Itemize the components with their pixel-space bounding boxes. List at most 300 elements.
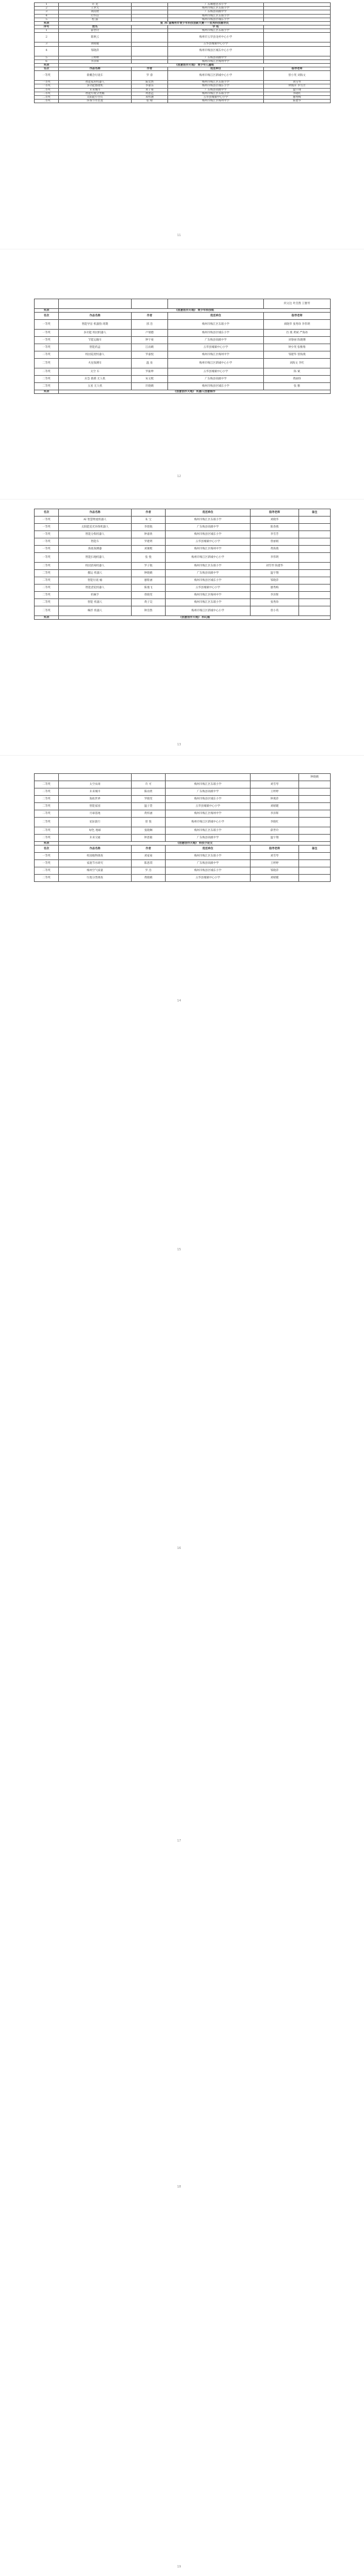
table-cell: 选送单位 <box>168 313 264 320</box>
table-row <box>35 71 331 81</box>
table-cell: 朱 宝 <box>132 517 166 524</box>
table-cell: 邹晓萍 <box>59 46 132 56</box>
table-cell: 节能运输车 <box>59 337 132 344</box>
category-title: 《创意创作天地》 科幻画 <box>59 616 331 620</box>
table-cell: 作者 <box>132 509 166 517</box>
table-row <box>35 538 331 546</box>
table-cell: 作者 <box>132 313 168 320</box>
table-cell: 廖秀梅 <box>251 585 299 592</box>
table-cell: 二等奖 <box>35 577 59 585</box>
table-cell: 二等奖 <box>35 92 59 95</box>
table-cell: 广东梅县高级中学 <box>166 570 251 577</box>
table-cell: 新概念垃圾车 <box>59 71 132 81</box>
table-cell: 刘晴暖 <box>59 42 132 46</box>
table-cell: 陈秋云 <box>59 33 132 42</box>
table-cell: 江雨晴 <box>132 344 168 351</box>
table-cell: 廖紫涵 <box>132 577 166 585</box>
table-row <box>35 867 331 875</box>
table-cell: 名次 <box>35 846 59 853</box>
table-cell: 刘俊熙 <box>132 546 166 553</box>
table-cell: 钟燕萍 李雪芳 <box>264 84 331 88</box>
table-cell: 多功能擦窗机 <box>59 84 132 88</box>
table-cell <box>299 781 331 788</box>
table-cell: 五星 无人机 <box>59 383 132 390</box>
table-cell: 梅州市梅县区城东小学 <box>168 330 264 337</box>
table-cell: 梅州市梅江区梅州中学 <box>168 351 264 359</box>
table-cell <box>132 33 168 42</box>
table-cell: 广东梅县高级中学 <box>166 788 251 796</box>
table-cell: 环保节水装置 <box>59 100 132 103</box>
table-cell: AI 智慧物流机器人 <box>59 517 132 524</box>
table-cell: 二等奖 <box>35 875 59 882</box>
table-cell: 李泽辉 <box>251 810 299 818</box>
table-row <box>35 299 331 309</box>
table-cell: 温宇翔 <box>251 835 299 842</box>
table-cell: 梅州市梅县区城东中心小学 <box>168 46 264 56</box>
table-cell: 陈思琪 <box>132 860 166 867</box>
table-cell: 作品名称 <box>59 313 132 320</box>
table-cell: 未来城市 <box>59 788 132 796</box>
table-cell: 智能家园 <box>59 803 132 810</box>
table-cell: 一等奖 <box>35 84 59 88</box>
table-cell: 张晓琳 <box>132 827 166 835</box>
table-cell: 曾小英 <box>251 606 299 616</box>
table-header-row <box>35 846 331 853</box>
table-cell: 垃圾分类调查 <box>59 875 132 882</box>
table-row <box>35 563 331 570</box>
table-row <box>35 100 331 103</box>
page-number: 12 <box>177 475 181 478</box>
table-cell: 二等奖 <box>35 827 59 835</box>
table-cell: 二等奖 <box>35 592 59 599</box>
table-row <box>35 818 331 827</box>
table-row <box>35 46 331 56</box>
table-cell: 指导老师 <box>264 313 331 320</box>
table-cell: 备注 <box>299 846 331 853</box>
table-cell: 张秀珍 <box>251 599 299 606</box>
table-cell <box>264 33 331 42</box>
table-cell: 五华县城镇中心小学 <box>168 42 264 46</box>
table-cell: 机械手 <box>59 592 132 599</box>
table-cell: 智能导盲 机器狗 周期 <box>59 320 132 330</box>
table-cell: 名次 <box>35 67 59 71</box>
category-title: 《创意创作天地》 机器人创意制作 <box>59 390 331 394</box>
table-cell: 李晓红 <box>251 818 299 827</box>
table-cell: 广东梅县高级中学 <box>166 860 251 867</box>
table-cell: 梅州市梅县区城东小学 <box>166 796 251 803</box>
table-cell <box>35 299 59 309</box>
table-cell: 五华县城镇中心小学 <box>166 585 251 592</box>
table-cell: 姓名 <box>59 25 132 29</box>
category-label: 奖项 <box>35 309 59 313</box>
table-row <box>35 344 331 351</box>
table-cell: 肖 燕 黄斌 严海冰 <box>264 330 331 337</box>
table-row <box>35 599 331 606</box>
table-cell: 备注 <box>299 509 331 517</box>
table-header-row <box>35 509 331 517</box>
table-cell: 黄海燕 <box>251 546 299 553</box>
table-cell: 梅州空气质量 <box>59 867 132 875</box>
category-label: 奖项 <box>35 63 59 67</box>
table-cell: 智能扫地机器人 <box>59 553 132 563</box>
table-cell: 曾晓雯 <box>132 592 166 599</box>
table-cell: 梅州市梅江区东联小学 <box>166 563 251 570</box>
table-cell: 梅州市梅县区城东小学 <box>168 18 264 21</box>
table-cell: 刘海文 李红 <box>264 359 331 368</box>
table-cell: 罗振坤 <box>132 368 168 376</box>
table-cell: 二等奖 <box>35 818 59 827</box>
table-cell: 一等奖 <box>35 546 59 553</box>
table-cell: 李雪芳 <box>251 531 299 538</box>
category-label: 奖项 <box>35 616 59 620</box>
table-cell <box>299 524 331 531</box>
table-cell: 五华县城镇中心小学 <box>166 803 251 810</box>
table-cell: 梅州市梅县区城东小学 <box>168 84 264 88</box>
table-cell: 梅州市梅江区梅州中学 <box>166 546 251 553</box>
table-header-row <box>35 313 331 320</box>
award-table <box>34 773 331 882</box>
table-row <box>35 835 331 842</box>
table-cell: 二等奖 <box>35 803 59 810</box>
table-cell: 黄思远 <box>132 92 168 95</box>
category-title: 《创意创作天地》 青少年儿童组 <box>59 63 331 67</box>
table-cell: 火星探测车 <box>59 359 132 368</box>
table-cell: 一等奖 <box>35 553 59 563</box>
table-cell: 4 <box>35 46 59 56</box>
table-cell <box>299 531 331 538</box>
table-cell: 郭 浩 <box>132 320 168 330</box>
table-cell <box>299 788 331 796</box>
table-cell <box>299 517 331 524</box>
table-cell <box>299 563 331 570</box>
table-cell: 绿色 地球 <box>59 827 132 835</box>
table-cell: 张 悦 <box>132 553 166 563</box>
table-cell: 二等奖 <box>35 351 59 359</box>
page-number: 11 <box>177 234 181 237</box>
table-cell: 曾小英 刘海文 <box>264 71 331 81</box>
table-cell: 温宇翔 <box>264 88 331 92</box>
table-row <box>35 376 331 383</box>
table-cell: 薛世玲 <box>251 827 299 835</box>
table-cell <box>299 860 331 867</box>
table-cell: 智能 机器人 <box>59 599 132 606</box>
table-cell: 梅州市梅江区东联小学 <box>168 29 264 33</box>
page-number: 13 <box>177 743 181 747</box>
table-row <box>35 546 331 553</box>
table-cell: 梅州市梅县区城东小学 <box>168 383 264 390</box>
table-cell: 陈雨欣 <box>132 788 166 796</box>
table-cell <box>299 875 331 882</box>
table-cell: 黄梓涵 <box>132 810 166 818</box>
table-cell: 李泽辉 <box>59 59 132 63</box>
table-cell: 二等奖 <box>35 100 59 103</box>
table-cell: 月球基地 <box>59 810 132 818</box>
table-cell: 应急 救援 无人机 <box>59 376 132 383</box>
table-row <box>35 860 331 867</box>
table-cell: 罗 浩 <box>132 867 166 875</box>
page-number: 15 <box>177 1248 181 1252</box>
table-cell: 五华县城镇中心小学 <box>166 875 251 882</box>
table-row <box>35 781 331 788</box>
table-cell: 智能药盒 <box>59 344 132 351</box>
table-cell <box>59 774 132 781</box>
table-cell: 陈奕然 <box>132 81 168 84</box>
table-cell <box>299 827 331 835</box>
table-cell: 二等奖 <box>35 88 59 92</box>
table-cell: 梅州市梅江区新城中心小学 <box>168 359 264 368</box>
table-cell: 作者 <box>132 846 166 853</box>
table-cell: 刘雪琴 <box>251 781 299 788</box>
table-cell: 选送单位 <box>166 509 251 517</box>
table-cell: 二等奖 <box>35 570 59 577</box>
table-cell <box>299 796 331 803</box>
table-cell: 刘雪琴 <box>264 81 331 84</box>
table-cell: 梅州市梅江区新城中心小学 <box>168 71 264 81</box>
table-cell: 黄丽珍 <box>264 376 331 383</box>
table-cell: 作品名称 <box>59 846 132 853</box>
table-cell: 梅州市梅江区东联小学 <box>168 14 264 18</box>
table-cell: 二等奖 <box>35 383 59 390</box>
table-cell <box>132 299 168 309</box>
table-row <box>35 570 331 577</box>
table-cell: 刘雨欣 <box>59 10 132 14</box>
award-table <box>34 2 331 103</box>
table-cell: 钟燕萍 <box>251 796 299 803</box>
table-cell: 一等奖 <box>35 337 59 344</box>
table-row <box>35 531 331 538</box>
table-cell: 曾丽娟 <box>251 538 299 546</box>
table-cell: 王婷婷 <box>59 56 132 59</box>
table-cell: 李煜航 <box>132 524 166 531</box>
table-cell: 卢瑞德 <box>132 330 168 337</box>
table-cell: 未来交通 <box>59 835 132 842</box>
table-cell: 二等奖 <box>35 606 59 616</box>
table-cell: 一等奖 <box>35 330 59 337</box>
table-cell: 3 <box>35 42 59 46</box>
table-cell <box>299 835 331 842</box>
document-page <box>0 0 364 249</box>
category-title: 第 36 届梅州市青少年科技创新大赛——优秀科技辅导员 <box>59 21 331 25</box>
table-cell: 二等奖 <box>35 867 59 875</box>
table-cell <box>35 774 59 781</box>
table-row <box>35 875 331 882</box>
table-row <box>35 320 331 330</box>
table-cell: 王世元 <box>59 7 132 10</box>
table-cell: 二等奖 <box>35 563 59 570</box>
table-row <box>35 330 331 337</box>
table-cell: 二等奖 <box>35 781 59 788</box>
table-cell: 罗建明 <box>132 538 166 546</box>
table-cell: 许 可 <box>132 781 166 788</box>
table-cell: 刘子豪 <box>132 88 168 92</box>
table-cell: 二等奖 <box>35 376 59 383</box>
table-cell: 陈建华 <box>264 100 331 103</box>
table-cell <box>168 299 264 309</box>
table-cell: 1 <box>35 29 59 33</box>
table-cell <box>299 818 331 827</box>
award-table <box>34 509 331 620</box>
category-title: 《创意创作天地》 青少年科技组 <box>59 309 331 313</box>
table-cell: 五华县城镇中心小学 <box>168 95 264 99</box>
table-cell: 广东梅县高级中学 <box>168 10 264 14</box>
table-cell: 星际旅行 <box>59 818 132 827</box>
page-number: 16 <box>177 1547 181 1550</box>
table-cell: 智能车 <box>59 538 132 546</box>
table-cell: 广东梅县高级中学 <box>168 337 264 344</box>
table-cell: 家庭节水研究 <box>59 860 132 867</box>
table-cell: 一等奖 <box>35 517 59 524</box>
table-cell: 梅州市梅江区梅州中学 <box>166 592 251 599</box>
table-cell: 太阳能追光环保机器人 <box>59 524 132 531</box>
table-row <box>35 592 331 599</box>
table-row <box>35 803 331 810</box>
page-number: 17 <box>177 1839 181 1843</box>
table-cell: 广东梅县高级中学 <box>168 56 264 59</box>
table-cell: 梅州市梅江区东联小学 <box>168 320 264 330</box>
table-cell: 二等奖 <box>35 95 59 99</box>
table-cell: 一等奖 <box>35 344 59 351</box>
table-cell: 智能浇花机器人 <box>59 585 132 592</box>
table-cell: 五华县城镇中心小学 <box>166 538 251 546</box>
category-label: 奖项 <box>35 842 59 846</box>
table-cell: 钟宇豪 <box>132 337 168 344</box>
table-cell: 序号 <box>35 25 59 29</box>
award-table <box>34 299 331 394</box>
table-cell: 张 晴 <box>132 100 168 103</box>
table-cell: 智能垃圾分类桶 <box>59 92 132 95</box>
table-cell: 王婷婷 <box>251 788 299 796</box>
table-cell: 李晓红 <box>264 92 331 95</box>
table-cell: 指导老师 <box>264 67 331 71</box>
table-cell <box>59 299 132 309</box>
table-cell: 二等奖 <box>35 585 59 592</box>
table-cell: 李泽辉 <box>251 592 299 599</box>
table-cell: 一等奖 <box>35 860 59 867</box>
table-row <box>35 827 331 835</box>
table-row <box>35 383 331 390</box>
table-cell: 海底探测器 <box>59 546 132 553</box>
table-row <box>35 33 331 42</box>
table-cell: 陈 斌 <box>264 368 331 376</box>
table-cell: 邹晓萍 <box>251 577 299 585</box>
document-page <box>0 250 364 499</box>
table-cell <box>299 570 331 577</box>
table-cell: 温宇翔 <box>251 570 299 577</box>
table-cell: 程 露 <box>59 18 132 21</box>
table-row <box>35 606 331 616</box>
table-cell <box>132 46 168 56</box>
page-number: 19 <box>177 2565 181 2569</box>
table-cell: 太空 车 <box>59 368 132 376</box>
table-cell: 黄子昊 <box>132 599 166 606</box>
table-row <box>35 774 331 781</box>
table-cell <box>299 810 331 818</box>
table-cell: 二等奖 <box>35 368 59 376</box>
table-cell: 6 <box>35 59 59 63</box>
table-cell: 广东梅县高级中学 <box>166 835 251 842</box>
table-cell: 薛世玲 <box>59 29 132 33</box>
table-cell: 蛛形 机器人 <box>59 606 132 616</box>
table-cell: 王婷婷 <box>251 860 299 867</box>
table-cell: 智能垃圾 桶 <box>59 577 132 585</box>
table-cell: 罗 睿 <box>132 71 168 81</box>
table-cell: 作者 <box>132 67 168 71</box>
table-cell: 李嘉乐 <box>132 84 168 88</box>
table-cell: 名次 <box>35 313 59 320</box>
table-cell <box>299 577 331 585</box>
category-label: 奖项 <box>35 21 59 25</box>
table-cell: 4 <box>35 14 59 18</box>
table-cell <box>299 803 331 810</box>
award-category-row <box>35 390 331 394</box>
table-cell: 选送单位 <box>168 67 264 71</box>
table-cell: 许晓晴 <box>132 383 168 390</box>
table-row <box>35 337 331 344</box>
table-cell: 黄晓晴 <box>132 875 166 882</box>
table-cell: 一等奖 <box>35 524 59 531</box>
page-separator <box>0 755 364 756</box>
table-cell: 刘春丽 陈晓珊 <box>264 337 331 344</box>
page-separator <box>0 499 364 500</box>
table-cell <box>299 606 331 616</box>
table-cell: 一等奖 <box>35 853 59 860</box>
table-cell: 许 龙 <box>59 3 132 7</box>
table-cell: 陈逸飞 <box>132 585 166 592</box>
table-cell: 刘雪琴 陈建华 <box>251 563 299 570</box>
table-cell <box>299 553 331 563</box>
table-cell: 3 <box>35 10 59 14</box>
table-cell: 校园植物调查 <box>59 853 132 860</box>
table-row <box>35 553 331 563</box>
table-cell: 张 雅 <box>264 383 331 390</box>
table-cell: 梅州市五华县龙村中心小学 <box>168 33 264 42</box>
table-cell: 邹晓萍 <box>251 867 299 875</box>
table-cell: 钟少英 张维维 <box>264 344 331 351</box>
table-cell <box>251 774 299 781</box>
table-cell: 陈春燕 <box>251 524 299 531</box>
table-row <box>35 359 331 368</box>
table-cell: 一等奖 <box>35 320 59 330</box>
table-cell: 广东梅县高级中学 <box>168 376 264 383</box>
table-cell: 钟浩然 <box>132 606 166 616</box>
table-cell: 梅州市梅江区梅州中学 <box>166 810 251 818</box>
table-cell: 梅州市梅江区新城中心小学 <box>166 818 251 827</box>
table-cell: 太阳能小台灯 <box>59 95 132 99</box>
table-cell: 刘家豪 <box>132 853 166 860</box>
table-cell: 一等奖 <box>35 538 59 546</box>
table-cell: 5 <box>35 56 59 59</box>
table-cell <box>299 853 331 860</box>
category-title: 《创意创作天地》 科技小论文 <box>59 842 331 846</box>
table-cell: 2 <box>35 33 59 42</box>
table-row <box>35 853 331 860</box>
table-cell: 海底世界 <box>59 796 132 803</box>
table-cell: 邓梓涵 <box>132 95 168 99</box>
table-cell: 梅州市梅江区东联小学 <box>166 599 251 606</box>
table-cell <box>264 46 331 56</box>
table-row <box>35 788 331 796</box>
table-cell: 五华县城镇中心小学 <box>168 368 264 376</box>
table-cell: 罗子航 <box>132 563 166 570</box>
table-row <box>35 368 331 376</box>
table-cell: 廖秀梅 <box>264 95 331 99</box>
table-cell <box>299 592 331 599</box>
table-cell: 二等奖 <box>35 835 59 842</box>
table-cell: 一等奖 <box>35 81 59 84</box>
table-row <box>35 517 331 524</box>
table-cell: 梅州市梅江区东联小学 <box>166 517 251 524</box>
table-cell: 梅州市梅江区梅州中学 <box>168 100 264 103</box>
